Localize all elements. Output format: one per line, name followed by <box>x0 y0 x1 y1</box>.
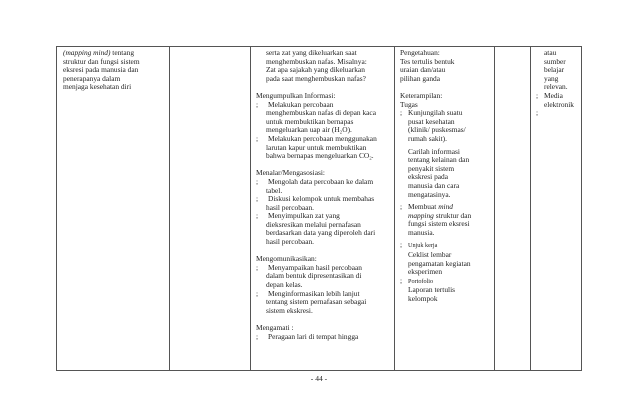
text-line: Menginformasikan lebih lanjut <box>268 288 360 298</box>
text-line: mengatasinya. <box>408 189 451 199</box>
text-line: ekskresi pada <box>408 172 449 182</box>
text-line: (klinik/ puskesmas/ <box>408 125 466 135</box>
bullet-mark: ; <box>256 133 259 143</box>
text-line: Diskusi kelompok untuk membahas <box>268 194 375 204</box>
text-line: menghembuskan nafas di depan kaca <box>266 108 376 118</box>
text-line: sumber <box>544 56 566 66</box>
text-line: fungsi sistem eksresi <box>408 219 470 229</box>
text-line: Membuat <box>408 202 437 212</box>
text-line: mengeluarkan uap air (H₂O). <box>266 125 352 135</box>
bullet-mark: ; <box>536 108 539 118</box>
text-line: relevan. <box>544 82 568 92</box>
text-line: pusat kesehatan <box>408 116 455 126</box>
column-divider <box>250 47 251 370</box>
bullet-mark: ; <box>400 275 403 285</box>
text-line: Menyimpulkan zat yang <box>268 211 340 221</box>
text-line: Melakukan percobaan <box>268 99 334 109</box>
text-line: belajar <box>544 65 565 75</box>
section-heading: Menalar/Mengasosiasi: <box>256 168 325 178</box>
text-line: Media <box>544 90 563 100</box>
bullet-mark: ; <box>256 288 259 298</box>
text-line: Laporan tertulis <box>408 285 455 295</box>
text-line: Tes tertulis bentuk <box>400 56 455 66</box>
text-line: menghembuskan nafas. Misalnya: <box>266 56 367 66</box>
text-line: penerapanya dalam <box>63 73 121 83</box>
text-line: manusia. <box>408 227 435 237</box>
column-divider <box>394 47 395 370</box>
text-line: kelompok <box>408 294 438 304</box>
text-line: yang <box>544 73 559 83</box>
text-line: serta zat yang dikeluarkan saat <box>266 48 357 57</box>
text-line: bahwa bernapas mengeluarkan CO₂. <box>266 151 374 161</box>
section-heading: Pengetahuan: <box>400 48 440 57</box>
text-line: Carilah informasi <box>408 146 460 156</box>
text-line: untuk membuktikan bernapas <box>266 116 354 126</box>
resources-cell <box>536 49 574 118</box>
text-line: pada saat menghembuskan nafas? <box>266 73 366 83</box>
bullet-mark: ; <box>256 211 259 221</box>
text-line: hasil percobaan. <box>266 237 315 247</box>
bullet-mark: ; <box>536 90 539 100</box>
text-line: dalam bentuk dipresentasikan di <box>266 271 362 281</box>
text-line: penyakit sistem <box>408 163 455 173</box>
text-line: tentang kelainan dan <box>408 155 470 165</box>
section-heading: Tugas <box>400 99 418 109</box>
text-line: Portofolio <box>408 277 434 285</box>
assessment-cell: Pengetahuan: Tes tertulis bentuk uraian dan/atau pilihan ganda Keterampilan: Tugas ; Kunjungilah suatu pusat kesehatan (klinik/ puskesmas/ rumah sakit). Carilah informasi tentang kelainan dan penyakit sistem ekskresi pada manusia dan cara mengatasinya. ; Membuat mind mapping struktur dan fungsi sistem eksresi manusia. ; Unjuk kerja Ceklist lembar pengamatan kegiatan eksperimen ; Portofolio Laporan tertulis kelompok <box>400 48 472 304</box>
column-divider <box>494 47 495 370</box>
bullet-mark: ; <box>256 99 259 109</box>
text-line: Peragaan lari di tempat hingga <box>268 331 359 341</box>
text-line: eksperimen <box>408 267 443 277</box>
text-line: dieksresikan melalui pernafasan <box>266 219 361 229</box>
text-line: Mengolah data percobaan ke dalam <box>268 176 374 186</box>
bullet-mark: ; <box>256 331 259 341</box>
competency-cell <box>63 49 140 92</box>
text-line: menjaga kesehatan diri <box>63 82 132 92</box>
text-line: Menyampaikan hasil percobaan <box>268 262 362 272</box>
text-line: mapping <box>408 210 434 220</box>
text-line: (mapping mind) tentang <box>63 48 135 57</box>
text-line: depan kelas. <box>266 280 303 290</box>
text-line: elektronik <box>544 99 574 109</box>
section-heading: Mengomunikasikan: <box>256 254 317 264</box>
text-line: struktur dan fungsi sistem <box>63 56 140 66</box>
bullet-mark: ; <box>400 240 403 250</box>
text-line: Melakukan percobaan menggunakan <box>268 133 377 143</box>
bullet-mark: ; <box>256 262 259 272</box>
section-heading: Mengamati : <box>256 323 294 332</box>
text-line: larutan kapur untuk membuktikan <box>266 142 367 152</box>
text-line: pilihan ganda <box>400 73 441 83</box>
text-line: Kunjungilah suatu <box>408 108 463 118</box>
text-line: rumah sakit). <box>408 133 447 143</box>
section-heading: Mengumpulkan Informasi: <box>256 90 336 100</box>
text-line: Unjuk kerja <box>408 242 438 250</box>
text-line: Ceklist lembar <box>408 250 452 260</box>
text-line: berdasarkan data yang diperoleh dari <box>266 228 376 238</box>
bullet-mark: ; <box>400 108 403 118</box>
text-line: tabel. <box>266 185 283 195</box>
text-line: hasil percobaan. <box>266 202 315 212</box>
bullet-mark: ; <box>256 176 259 186</box>
page-number: - 44 - <box>310 374 328 383</box>
lesson-plan-table <box>56 46 582 371</box>
column-divider <box>530 47 531 370</box>
text-line: Zat apa sajakah yang dikeluarkan <box>266 65 365 75</box>
bullet-mark: ; <box>256 194 259 204</box>
text-line: sistem ekskresi. <box>266 305 313 315</box>
text-line: tentang sistem pernafasan sebagai <box>266 297 367 307</box>
text-line: uraian dan/atau <box>400 65 446 75</box>
text-line: eksresi pada manusia dan <box>63 65 139 75</box>
section-heading: Keterampilan: <box>400 90 443 100</box>
text-line: atau <box>544 48 557 57</box>
text-line: pengamatan kegiatan <box>408 258 471 268</box>
learning-activities-cell <box>256 49 377 341</box>
column-divider <box>169 47 170 370</box>
bullet-mark: ; <box>400 202 403 212</box>
text-line: manusia dan cara <box>408 180 460 190</box>
text-line: (mapping mind) <box>63 48 111 57</box>
text-line: mind <box>438 202 453 212</box>
